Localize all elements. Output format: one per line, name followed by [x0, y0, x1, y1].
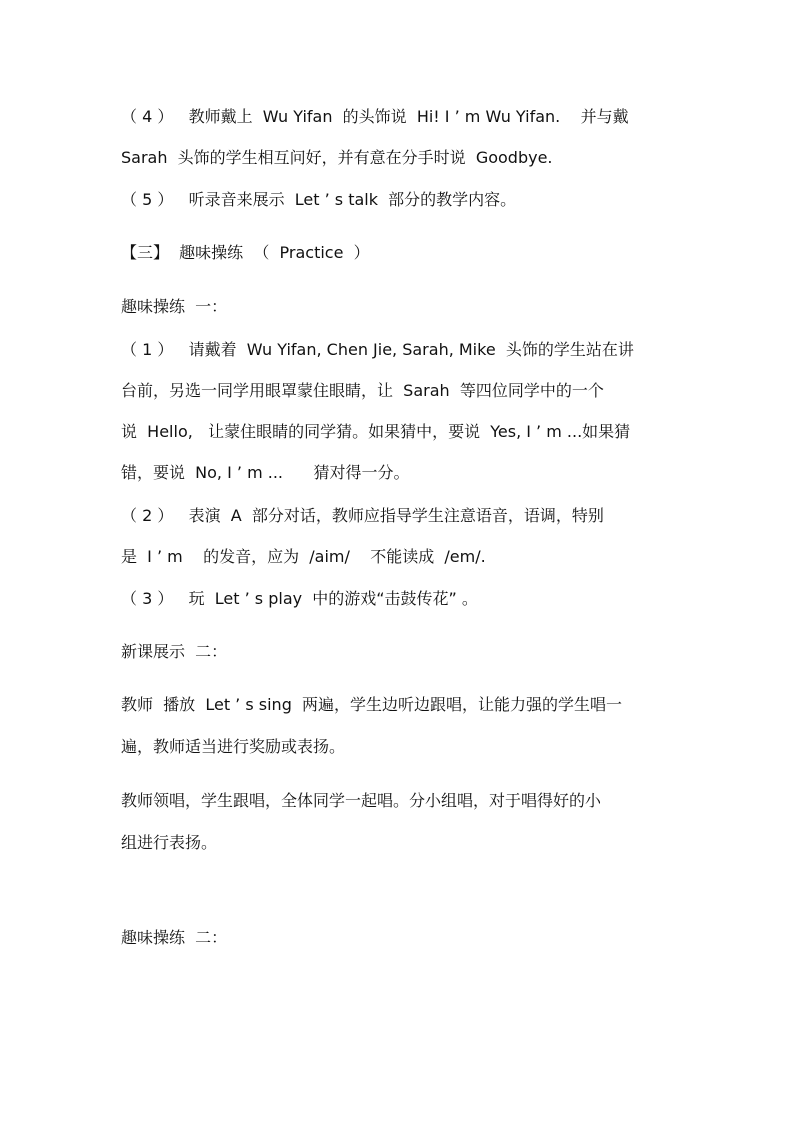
- practice-2-line-2: 是 I ’ m 的发音，应为 /aim/ 不能读成 /em/.: [121, 547, 486, 566]
- group-sing-line-2: 组进行表扬。: [121, 833, 218, 852]
- step-4-line-2: Sarah 头饰的学生相互问好，并有意在分手时说 Goodbye.: [121, 148, 553, 167]
- practice-1-line-4: 错，要说 No, I ’ m ... 猜对得一分。: [121, 463, 410, 482]
- practice-3-line: （ 3 ） 玩 Let ’ s play 中的游戏“击鼓传花” 。: [121, 589, 478, 608]
- section-heading-practice: 【三】 趣味操练 （ Practice ）: [121, 243, 370, 262]
- group-sing-line-1: 教师领唱，学生跟唱，全体同学一起唱。分小组唱，对于唱得好的小: [121, 791, 602, 810]
- new-lesson-two-heading: 新课展示 二：: [121, 642, 228, 661]
- sing-paragraph-line-1: 教师 播放 Let ’ s sing 两遍，学生边听边跟唱，让能力强的学生唱一: [121, 695, 623, 714]
- practice-2-line-1: （ 2 ） 表演 A 部分对话，教师应指导学生注意语音，语调，特别: [121, 506, 604, 525]
- step-4-line-1: （ 4 ） 教师戴上 Wu Yifan 的头饰说 Hi! I ’ m Wu Yifan. 并与戴: [121, 107, 629, 126]
- practice-1-line-3: 说 Hello, 让蒙住眼睛的同学猜。如果猜中，要说 Yes, I ’ m ...如果猜: [121, 422, 631, 441]
- practice-two-heading: 趣味操练 二：: [121, 928, 228, 947]
- sing-paragraph-line-2: 遍，教师适当进行奖励或表扬。: [121, 737, 346, 756]
- practice-1-line-1: （ 1 ） 请戴着 Wu Yifan, Chen Jie, Sarah, Mike 头饰的学生站在讲: [121, 340, 634, 359]
- step-5-line: （ 5 ） 听录音来展示 Let ’ s talk 部分的教学内容。: [121, 190, 517, 209]
- practice-one-heading: 趣味操练 一：: [121, 297, 228, 316]
- practice-1-line-2: 台前，另选一同学用眼罩蒙住眼睛，让 Sarah 等四位同学中的一个: [121, 381, 604, 400]
